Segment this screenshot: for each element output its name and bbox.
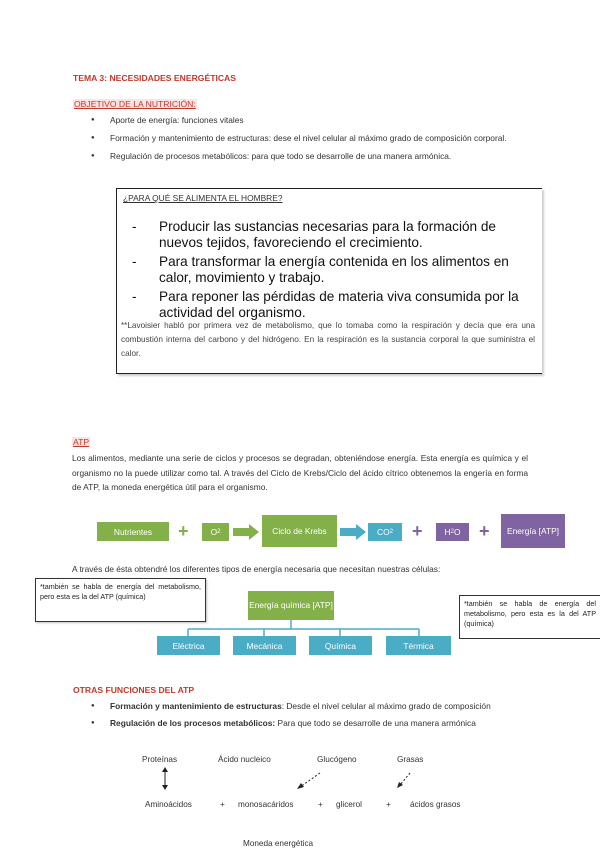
lavoisier-note: **Lavoisier habló por primera vez de metabolismo, que lo tomaba como la respiración y decía que era una combustión interna del carbono y del hidrógeno. En la respiración es la sustancia corporal la que suministra el calor. xyxy=(121,321,535,358)
label-acidos-grasos: ácidos grasos xyxy=(410,800,461,809)
o2-node xyxy=(202,523,229,541)
tree-child-quimica: Química xyxy=(309,636,372,655)
list-item: - Para transformar la energía contenida en los alimentos en calor, movimiento y trabajo. xyxy=(127,254,537,286)
alimenta-box xyxy=(116,188,542,374)
label-grasas: Grasas xyxy=(397,755,424,764)
box-list xyxy=(127,219,537,324)
label-monosacaridos: monosacáridos xyxy=(238,800,294,809)
metabolism-arrows xyxy=(0,755,600,815)
krebs-node: Ciclo de Krebs xyxy=(262,515,337,547)
item-text: : Desde el nivel celular al máximo grado de composición xyxy=(281,701,491,711)
nutrientes-node: Nutrientes xyxy=(97,522,169,541)
otras-list xyxy=(74,700,528,734)
list-item: - Producir las sustancias necesarias para la formación de nuevos tejidos, favoreciendo el crecimiento. xyxy=(127,219,537,251)
label-glucogeno: Glucógeno xyxy=(317,755,357,764)
list-item: ● Formación y mantenimiento de estructuras: dese el nivel celular al máximo grado de composición corporal. xyxy=(74,132,528,145)
label-aminoacidos: Aminoácidos xyxy=(145,800,192,809)
metabolism-diagram xyxy=(0,755,600,848)
label-proteinas: Proteínas xyxy=(142,755,178,764)
item-bold: Formación y mantenimiento de estructuras xyxy=(110,701,282,711)
tree-root-node: Energía química [ATP] xyxy=(248,591,334,620)
arrow-right-icon xyxy=(233,524,259,540)
item-bold: Regulación de los procesos metabólicos: xyxy=(110,718,276,728)
h2o-node xyxy=(436,523,469,541)
plus-icon: + xyxy=(412,521,423,541)
plus-sign: + xyxy=(386,800,391,809)
plus-sign: + xyxy=(220,800,225,809)
box-heading: ¿PARA QUÉ SE ALIMENTA EL HOMBRE? xyxy=(123,193,283,203)
tree-child-termica: Térmica xyxy=(386,636,451,655)
arrow-right-icon xyxy=(340,524,366,540)
list-item xyxy=(74,700,528,713)
objetivo-list xyxy=(74,114,528,168)
atp-flow-diagram xyxy=(0,510,600,555)
o2-label: O xyxy=(210,527,218,537)
plus-icon: + xyxy=(178,521,189,541)
co2-node xyxy=(368,523,402,541)
list-item: - Para reponer las pérdidas de materia viva consumida por la actividad del organismo. xyxy=(127,289,537,321)
co2-label: CO xyxy=(377,527,390,537)
co2-subscript: 2 xyxy=(389,529,393,535)
label-moneda-energetica: Moneda energética xyxy=(243,839,314,848)
list-item: ● Regulación de procesos metabólicos: para que todo se desarrolle de una manera armónica. xyxy=(74,150,528,163)
label-acido-nucleico: Ácido nucleico xyxy=(218,755,271,764)
energy-tree-diagram xyxy=(0,578,600,658)
plus-sign: + xyxy=(318,800,323,809)
o2-subscript: 2 xyxy=(217,529,221,535)
tree-child-mecanica: Mecánica xyxy=(233,636,296,655)
page-title: TEMA 3: NECESIDADES ENERGÉTICAS xyxy=(73,73,236,83)
h2o-o: O xyxy=(453,527,461,537)
atp-heading: ATP xyxy=(73,437,90,447)
note-right: *también se habla de energía del metabolismo, pero esta es la del ATP (química) xyxy=(459,595,600,639)
note-left: *también se habla de energía del metabolismo, pero esta es la del ATP (química) xyxy=(35,578,206,622)
plus-icon: + xyxy=(479,521,490,541)
objetivo-heading: OBJETIVO DE LA NUTRICIÓN: xyxy=(74,99,196,109)
energia-node: Energía [ATP] xyxy=(501,514,565,548)
list-item xyxy=(74,717,528,730)
list-item: ● Aporte de energía: funciones vitales xyxy=(74,114,528,127)
h2o-h: H xyxy=(444,527,451,537)
h2o-subscript: 2 xyxy=(450,529,454,535)
atp-paragraph-2: A través de ésta obtendré los diferentes tipos de energía necesaria que necesitan nuestras células: xyxy=(72,564,441,574)
atp-paragraph: Los alimentos, mediante una serie de ciclos y procesos se degradan, obteniéndose energía. Esta energía es química y el organismo no la puede utilizar como tal. A través del Ciclo de Krebs/Ciclo del ácido cítrico obtenemos la engería en forma de ATP, la moneda energética útil para el organismo. xyxy=(72,453,528,493)
label-glicerol: glicerol xyxy=(336,800,362,809)
item-text: Para que todo se desarrolle de una manera armónica xyxy=(275,718,476,728)
otras-heading: OTRAS FUNCIONES DEL ATP xyxy=(73,685,195,695)
tree-child-electrica: Eléctrica xyxy=(157,636,220,655)
